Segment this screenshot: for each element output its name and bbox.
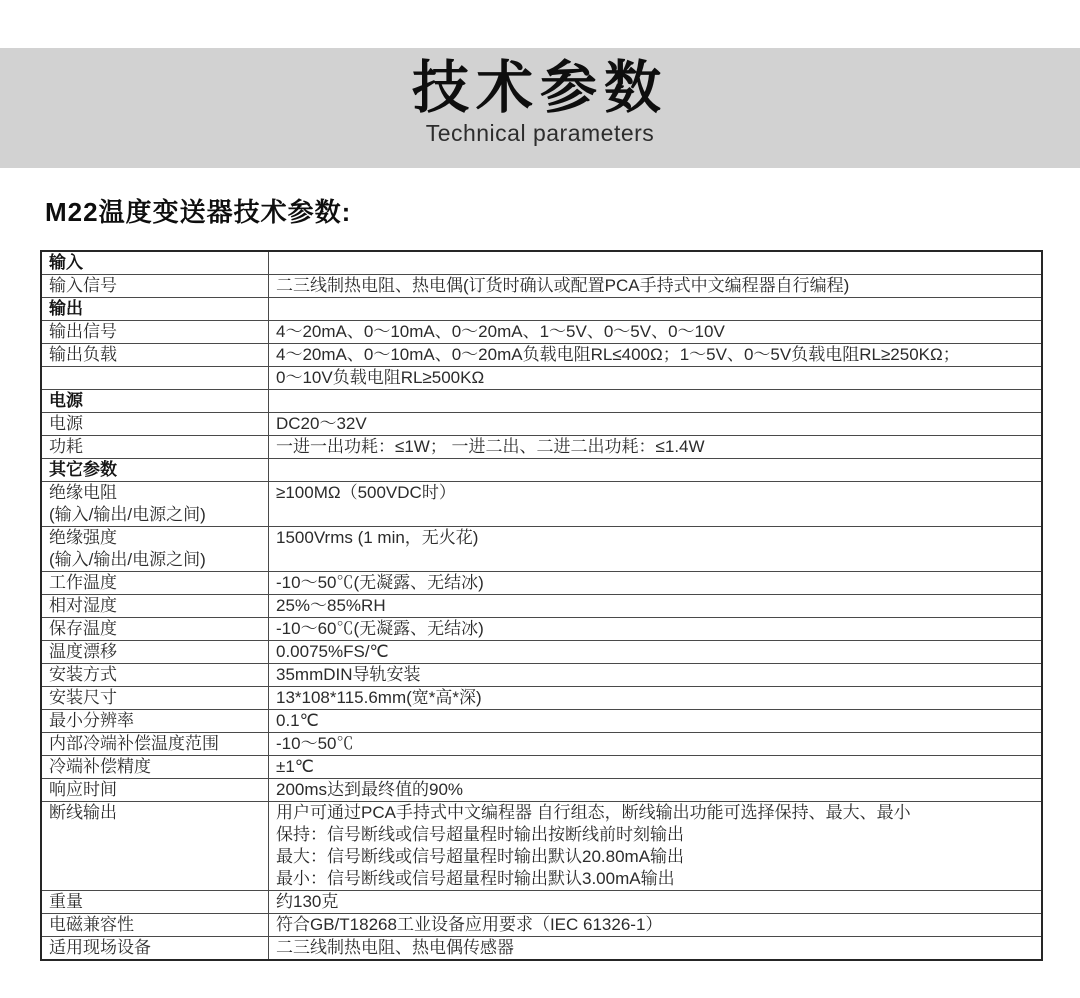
section-heading: M22温度变送器技术参数:	[45, 197, 352, 227]
param-value-line: 二三线制热电阻、热电偶传感器	[276, 938, 514, 957]
table-row	[41, 641, 1042, 664]
param-name-line: 相对湿度	[49, 596, 117, 615]
param-name-cell	[41, 321, 269, 344]
param-name-line: 输出负载	[49, 345, 117, 364]
param-value-line: DC20～32V	[276, 414, 367, 433]
param-name-cell	[41, 802, 269, 891]
param-name-cell	[41, 344, 269, 367]
param-name-cell	[41, 413, 269, 436]
table-row	[41, 733, 1042, 756]
param-value-cell	[269, 459, 1043, 482]
param-name-line: 电磁兼容性	[49, 915, 134, 934]
table-row	[41, 482, 1042, 527]
param-value-cell	[269, 436, 1043, 459]
param-value-cell	[269, 687, 1043, 710]
param-value-line: 0.0075%FS/℃	[276, 642, 389, 661]
table-row	[41, 413, 1042, 436]
param-value-line: ≥100MΩ（500VDC时）	[276, 483, 456, 502]
param-value-cell	[269, 367, 1043, 390]
param-name-line: 安装尺寸	[49, 688, 117, 707]
param-name-line	[49, 367, 261, 389]
param-name-line: 保存温度	[49, 619, 117, 638]
param-name-line: 温度漂移	[49, 642, 117, 661]
table-row	[41, 687, 1042, 710]
table-row	[41, 251, 1042, 275]
param-name-line: 电源	[49, 414, 83, 433]
param-value-line: ±1℃	[276, 757, 314, 776]
param-value-cell	[269, 664, 1043, 687]
param-value-cell	[269, 390, 1043, 413]
param-name-cell	[41, 756, 269, 779]
param-name-line: 适用现场设备	[49, 938, 151, 957]
param-name-cell	[41, 779, 269, 802]
param-name-line: 工作温度	[49, 573, 117, 592]
param-name-cell	[41, 937, 269, 961]
param-value-cell	[269, 710, 1043, 733]
param-value-cell	[269, 527, 1043, 572]
param-value-cell	[269, 572, 1043, 595]
param-value-cell	[269, 891, 1043, 914]
param-value-line: 一进一出功耗：≤1W； 一进二出、二进二出功耗：≤1.4W	[276, 437, 705, 456]
param-value-line: 13*108*115.6mm(宽*高*深)	[276, 688, 482, 707]
param-value-line: 保持：信号断线或信号超量程时输出按断线前时刻输出	[276, 825, 684, 844]
param-value-cell	[269, 251, 1043, 275]
table-row	[41, 527, 1042, 572]
param-value-cell	[269, 595, 1043, 618]
param-name-line: 绝缘强度	[49, 528, 117, 547]
param-value-line: 用户可通过PCA手持式中文编程器 自行组态，断线输出功能可选择保持、最大、最小	[276, 803, 911, 822]
table-row	[41, 595, 1042, 618]
param-value-cell	[269, 321, 1043, 344]
param-value-cell	[269, 733, 1043, 756]
param-name-cell	[41, 733, 269, 756]
param-name-cell	[41, 436, 269, 459]
param-name-cell	[41, 459, 269, 482]
param-value-line: -10～50℃(无凝露、无结冰)	[276, 573, 484, 592]
table-row	[41, 756, 1042, 779]
param-value-line: -10～60℃(无凝露、无结冰)	[276, 619, 484, 638]
param-name-cell	[41, 664, 269, 687]
param-value-line: 0～10V负载电阻RL≥500KΩ	[276, 368, 485, 387]
table-row	[41, 937, 1042, 961]
param-value-cell	[269, 641, 1043, 664]
table-row	[41, 914, 1042, 937]
page-subtitle: Technical parameters	[425, 120, 655, 146]
param-value-line: 符合GB/T18268工业设备应用要求（IEC 61326-1）	[276, 915, 663, 934]
param-name-cell	[41, 891, 269, 914]
param-name-line: (输入/输出/电源之间)	[49, 550, 206, 569]
param-name-line: 电源	[49, 391, 83, 410]
param-name-cell	[41, 572, 269, 595]
param-name-line: 功耗	[49, 437, 83, 456]
param-value-line: 0.1℃	[276, 711, 319, 730]
param-value-cell	[269, 937, 1043, 961]
table-row	[41, 618, 1042, 641]
banner	[0, 48, 1080, 168]
param-name-cell	[41, 482, 269, 527]
param-name-cell	[41, 641, 269, 664]
param-name-line: 最小分辨率	[49, 711, 134, 730]
param-name-line: 断线输出	[49, 803, 117, 822]
param-name-cell	[41, 275, 269, 298]
table-row	[41, 459, 1042, 482]
param-value-line: 25%～85%RH	[276, 596, 386, 615]
param-value-cell	[269, 618, 1043, 641]
param-value-cell	[269, 482, 1043, 527]
table-row	[41, 344, 1042, 367]
table-row	[41, 298, 1042, 321]
param-value-cell	[269, 914, 1043, 937]
param-value-line: 约130克	[276, 892, 339, 911]
table-row	[41, 367, 1042, 390]
param-value-cell	[269, 298, 1043, 321]
param-name-line: 绝缘电阻	[49, 483, 117, 502]
table-row	[41, 390, 1042, 413]
param-value-line: 最大：信号断线或信号超量程时输出默认20.80mA输出	[276, 847, 685, 866]
spec-table	[40, 250, 1043, 961]
param-name-cell	[41, 710, 269, 733]
param-value-line: 4～20mA、0～10mA、0～20mA、1～5V、0～5V、0～10V	[276, 322, 725, 341]
param-value-cell	[269, 275, 1043, 298]
param-value-cell	[269, 344, 1043, 367]
table-row	[41, 275, 1042, 298]
param-value-line: -10～50℃	[276, 734, 354, 753]
param-name-cell	[41, 618, 269, 641]
table-row	[41, 436, 1042, 459]
param-name-line: 其它参数	[49, 460, 117, 479]
spec-table-body	[41, 251, 1042, 960]
table-row	[41, 802, 1042, 891]
param-name-cell	[41, 298, 269, 321]
param-name-line: 安装方式	[49, 665, 117, 684]
table-row	[41, 572, 1042, 595]
table-row	[41, 891, 1042, 914]
table-row	[41, 664, 1042, 687]
param-name-cell	[41, 251, 269, 275]
param-name-line: 冷端补偿精度	[49, 757, 151, 776]
param-value-line: 1500Vrms (1 min，无火花)	[276, 528, 479, 547]
param-name-line: (输入/输出/电源之间)	[49, 505, 206, 524]
param-value-line: 二三线制热电阻、热电偶(订货时确认或配置PCA手持式中文编程器自行编程)	[276, 276, 850, 295]
param-name-cell	[41, 390, 269, 413]
param-name-cell	[41, 914, 269, 937]
param-value-cell	[269, 413, 1043, 436]
param-name-cell	[41, 367, 269, 390]
param-value-line: 200ms达到最终值的90%	[276, 780, 464, 799]
param-name-line: 输出信号	[49, 322, 117, 341]
param-name-cell	[41, 595, 269, 618]
param-name-line: 响应时间	[49, 780, 117, 799]
param-name-cell	[41, 527, 269, 572]
param-value-line: 35mmDIN导轨安装	[276, 665, 421, 684]
page-title: 技术参数	[412, 56, 668, 120]
param-name-line: 输入	[49, 253, 83, 272]
param-value-line: 最小：信号断线或信号超量程时输出默认3.00mA输出	[276, 869, 675, 888]
param-name-line: 输入信号	[49, 276, 117, 295]
param-name-line: 内部冷端补偿温度范围	[49, 734, 219, 753]
param-name-line: 重量	[49, 892, 83, 911]
param-name-line: 输出	[49, 299, 83, 318]
table-row	[41, 321, 1042, 344]
table-row	[41, 710, 1042, 733]
param-value-cell	[269, 756, 1043, 779]
param-value-line: 4～20mA、0～10mA、0～20mA负载电阻RL≤400Ω；1～5V、0～5V负载电阻RL≥250KΩ；	[276, 345, 960, 364]
param-value-cell	[269, 779, 1043, 802]
param-name-cell	[41, 687, 269, 710]
table-row	[41, 779, 1042, 802]
param-value-cell	[269, 802, 1043, 891]
